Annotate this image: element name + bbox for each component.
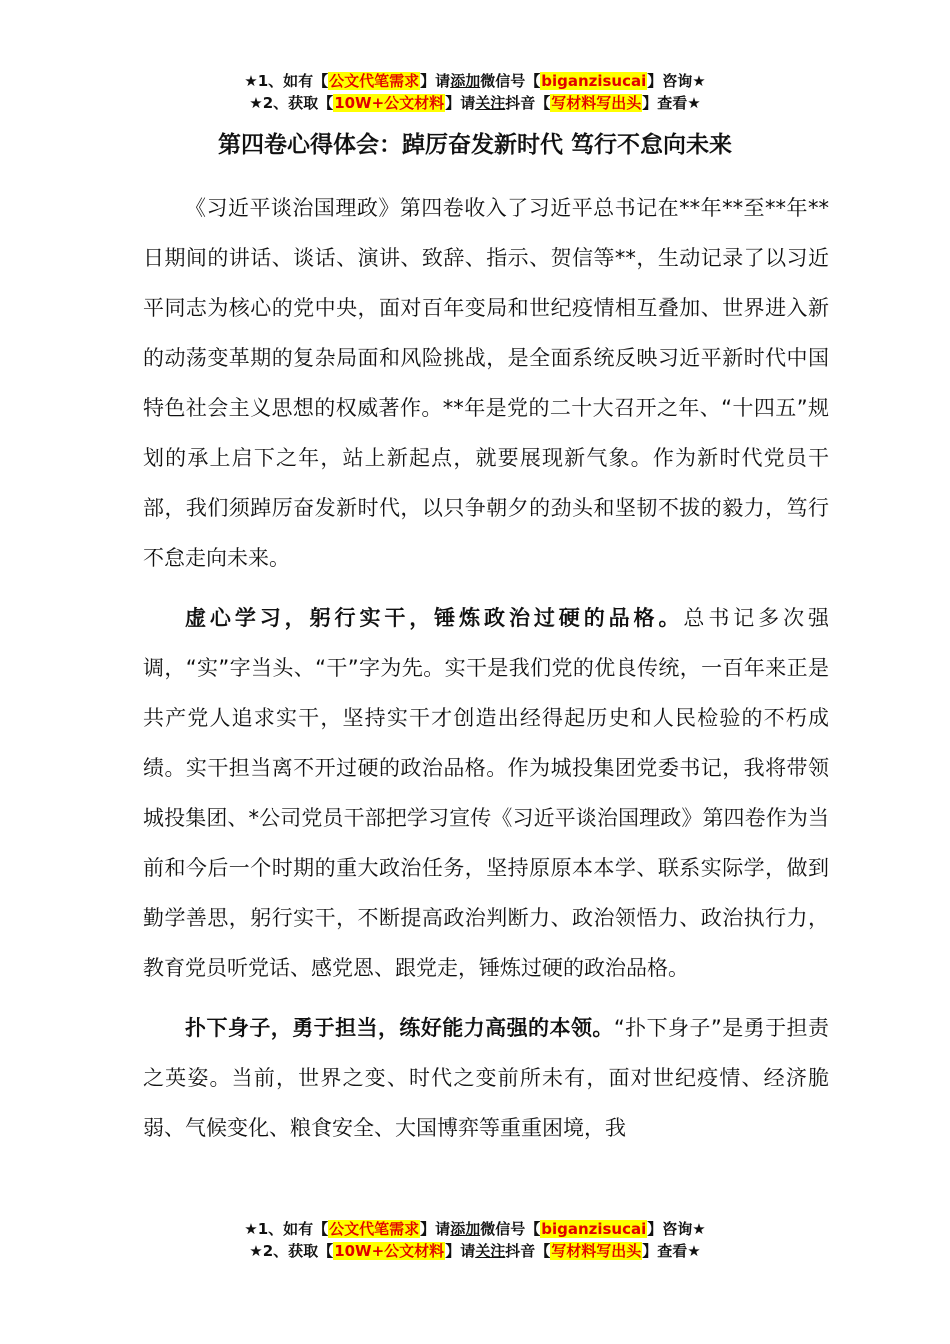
promo-line-1-suffix: 】咨询★ [647, 1220, 706, 1238]
paragraph-text: 《习近平谈治国理政》第四卷收入了习近平总书记在**年**至**年**日期间的讲话、谈话、演讲、致辞、指示、贺信等**，生动记录了以习近平同志为核心的党中央，面对百年变局和世纪疫情相互叠加、世界进入新的动荡变革期的复杂局面和风险挑战，是全面系统反映习近平新时代中国特色社会主义思想的权威著作。**年是党的二十大召开之年、“十四五”规划的承上启下之年，站上新起点，就要展现新气象。作为新时代党员干部，我们须踔厉奋发新时代，以只争朝夕的劲头和坚韧不拔的毅力，笃行不怠走向未来。 [143, 196, 829, 570]
promo-highlight-materials: 10W+公文材料 [334, 1242, 445, 1260]
promo-underlined-add: 添加 [450, 1220, 481, 1238]
paragraph-text: “扑下身子”是勇于担责之英姿。当前，世界之变、时代之变前所未有，面对世纪疫情、经济脆弱、气候变化、粮食安全、大国博弈等重重困境，我 [143, 1016, 829, 1140]
body-paragraph-responsibility [143, 1003, 829, 1153]
promo-highlight-wechat-id: biganzisucai [541, 1220, 647, 1238]
promo-underlined-add: 添加 [450, 72, 481, 90]
promo-highlight-douyin-id: 写材料写出头 [551, 94, 642, 112]
promo-highlight-materials: 10W+公文材料 [334, 94, 445, 112]
promo-underlined-follow: 关注 [475, 1242, 506, 1260]
promo-line-1-prefix: ★1、如有【 [244, 72, 329, 90]
promo-line-2 [0, 1240, 950, 1262]
paragraph-text: 总书记多次强调，“实”字当头、“干”字为先。实干是我们党的优良传统，一百年来正是共产党人追求实干，坚持实干才创造出经得起历史和人民检验的不朽成绩。实干担当离不开过硬的政治品格。作为城投集团党委书记，我将带领城投集团、*公司党员干部把学习宣传《习近平谈治国理政》第四卷作为当前和今后一个时期的重大政治任务，坚持原原本本学、联系实际学，做到勤学善思，躬行实干，不断提高政治判断力、政治领悟力、政治执行力，教育党员听党话、感党恩、跟党走，锤炼过硬的政治品格。 [143, 606, 830, 980]
header-promo-banner [0, 70, 950, 114]
document-title: 第四卷心得体会：踔厉奋发新时代 笃行不怠向未来 [217, 132, 732, 158]
promo-highlight-service: 公文代笔需求 [329, 72, 420, 90]
promo-underlined-follow: 关注 [475, 94, 506, 112]
promo-line-1-mid: 】请 [420, 1220, 451, 1238]
promo-line-2-mid: 】请 [445, 94, 476, 112]
body-paragraph-study [143, 593, 829, 993]
paragraph-lead: 扑下身子，勇于担当，练好能力高强的本领。 [185, 1016, 614, 1040]
promo-line-2-prefix: ★2、获取【 [249, 1242, 334, 1260]
promo-line-1 [0, 70, 950, 92]
promo-line-1 [0, 1218, 950, 1240]
document-body [143, 183, 829, 1163]
promo-line-2-prefix: ★2、获取【 [249, 94, 334, 112]
body-paragraph-intro [143, 183, 829, 583]
promo-line-2-mid-2: 抖音【 [505, 1242, 551, 1260]
promo-line-1-mid-2: 微信号【 [480, 1220, 541, 1238]
footer-promo-banner [0, 1218, 950, 1262]
promo-line-1-prefix: ★1、如有【 [244, 1220, 329, 1238]
promo-line-2 [0, 92, 950, 114]
promo-line-1-mid: 】请 [420, 72, 451, 90]
promo-line-2-mid: 】请 [445, 1242, 476, 1260]
promo-highlight-douyin-id: 写材料写出头 [551, 1242, 642, 1260]
promo-highlight-service: 公文代笔需求 [329, 1220, 420, 1238]
promo-line-2-suffix: 】查看★ [642, 1242, 701, 1260]
promo-line-2-suffix: 】查看★ [642, 94, 701, 112]
promo-highlight-wechat-id: biganzisucai [541, 72, 647, 90]
promo-line-2-mid-2: 抖音【 [505, 94, 551, 112]
paragraph-lead: 虚心学习，躬行实干，锤炼政治过硬的品格。 [185, 606, 684, 630]
promo-line-1-suffix: 】咨询★ [647, 72, 706, 90]
promo-line-1-mid-2: 微信号【 [480, 72, 541, 90]
